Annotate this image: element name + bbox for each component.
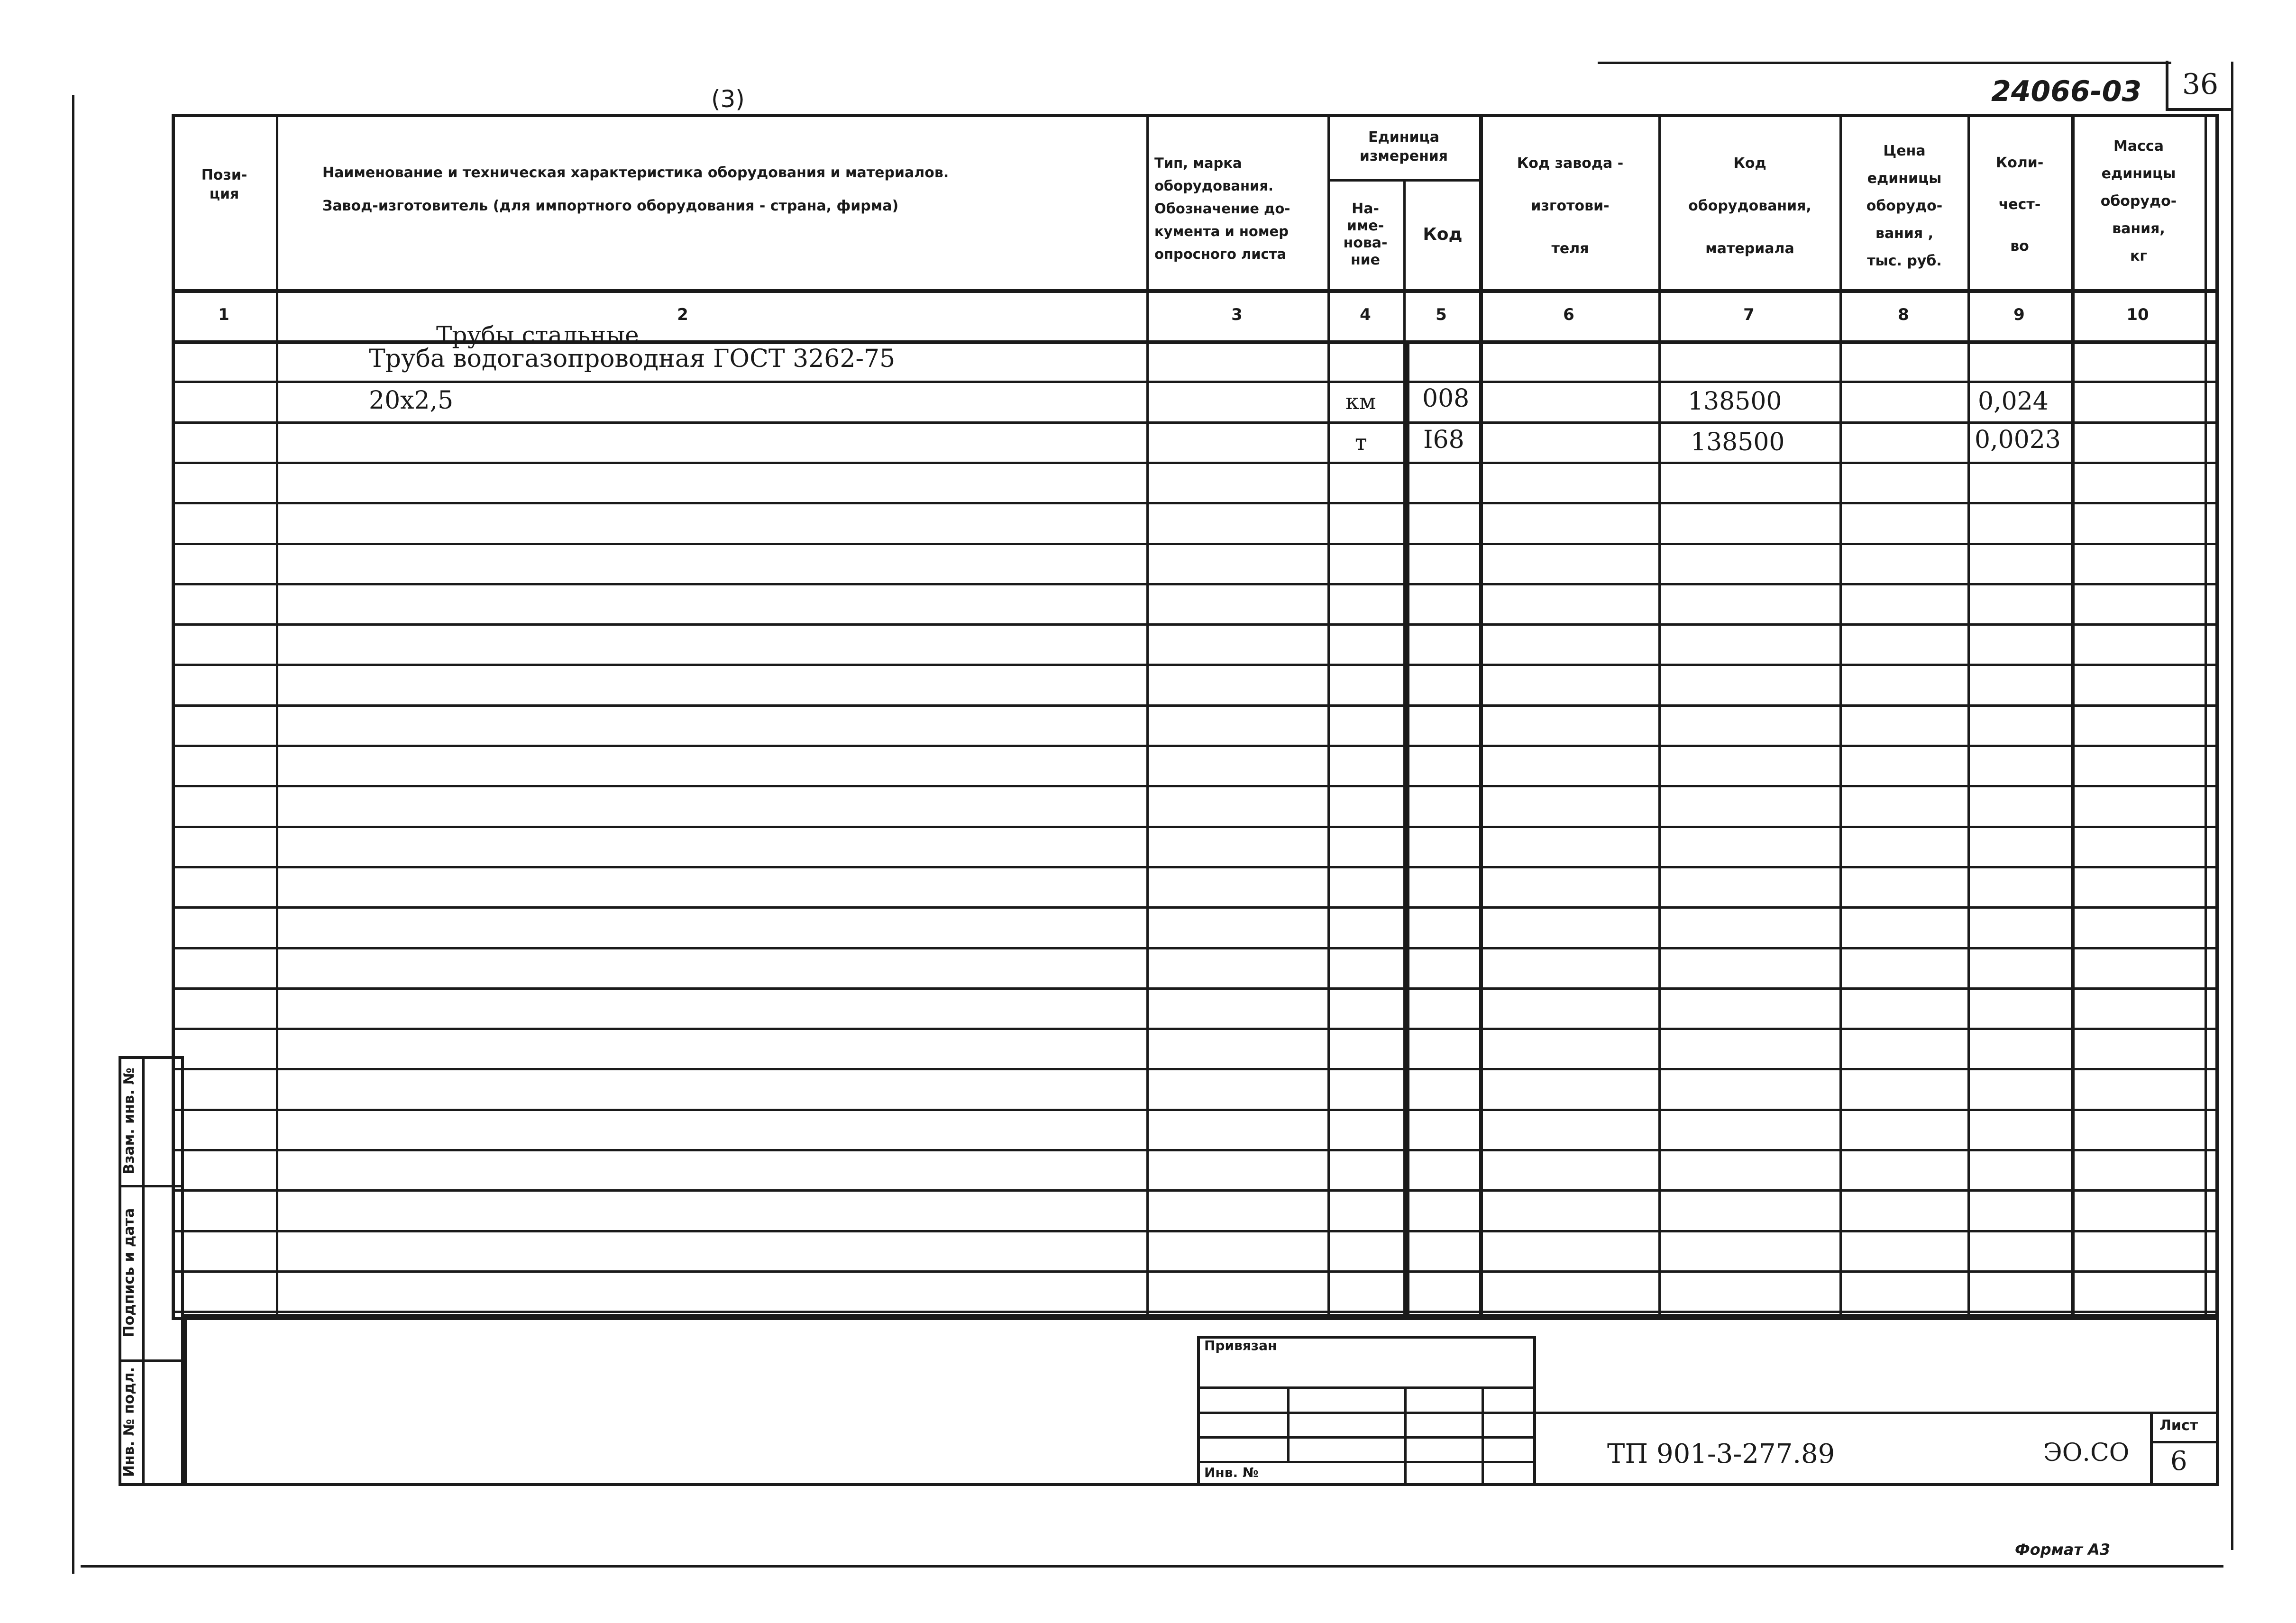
header-mass: Масса единицы оборудо- вания, кг bbox=[2100, 138, 2177, 264]
colnum-9: 9 bbox=[2013, 305, 2025, 324]
row2-material-code: 138500 bbox=[1688, 387, 1782, 416]
col-line-1 bbox=[276, 114, 278, 1320]
colnum-3: 3 bbox=[1231, 305, 1243, 324]
doc-handwritten-number: 24066-03 bbox=[1991, 75, 2142, 108]
right-margin-line bbox=[2231, 62, 2233, 1550]
table-row-line bbox=[172, 1270, 2219, 1273]
table-row-line bbox=[172, 1189, 2219, 1192]
table-row-line bbox=[172, 1149, 2219, 1151]
colnum-4: 4 bbox=[1360, 305, 1371, 324]
side-label-podpis: Подпись и дата bbox=[121, 1208, 137, 1338]
inv-no-label: Инв. № bbox=[1204, 1465, 1259, 1480]
colnum-1: 1 bbox=[218, 305, 229, 324]
row2-name: 20x2,5 bbox=[369, 386, 454, 415]
colnum-8: 8 bbox=[1898, 305, 1909, 324]
sheet-value: 6 bbox=[2170, 1446, 2187, 1477]
row3-unit: т bbox=[1355, 429, 1367, 455]
row2-unit: км bbox=[1345, 389, 1376, 414]
doc-code: ТП 901-3-277.89 bbox=[1607, 1439, 1835, 1469]
table-row-line bbox=[172, 987, 2219, 990]
privyazan-line-1 bbox=[1197, 1386, 1536, 1389]
section-mark: (3) bbox=[711, 85, 745, 113]
bottom-margin-line bbox=[81, 1565, 2223, 1568]
title-block-mid-line bbox=[1536, 1412, 2219, 1414]
table-row-line bbox=[172, 947, 2219, 949]
format-label: Формат А3 bbox=[2015, 1541, 2111, 1559]
table-row-line bbox=[172, 866, 2219, 868]
header-unit-name: На- име- нова- ние bbox=[1343, 201, 1388, 268]
table-row-line bbox=[172, 664, 2219, 666]
header-unit-group: Единица измерения bbox=[1359, 129, 1448, 164]
privyazan-line-2 bbox=[1197, 1412, 1536, 1414]
header-price: Цена единицы оборудо- вания , тыс. руб. bbox=[1866, 143, 1943, 269]
table-row-line bbox=[172, 543, 2219, 545]
header-unit-code: Код bbox=[1423, 225, 1463, 244]
side-label-vzam: Взам. инв. № bbox=[121, 1067, 137, 1175]
row3-qty: 0,0023 bbox=[1975, 426, 2061, 454]
privyazan-label: Привязан bbox=[1204, 1338, 1277, 1353]
colnum-7: 7 bbox=[1743, 305, 1755, 324]
colnum-10: 10 bbox=[2126, 305, 2149, 324]
header-equipment-code: Код оборудования, материала bbox=[1688, 155, 1811, 257]
top-margin-line bbox=[1598, 62, 2171, 64]
privyazan-col-1 bbox=[1287, 1386, 1290, 1461]
table-row-line bbox=[172, 583, 2219, 585]
row2-qty: 0,024 bbox=[1978, 387, 2049, 416]
table-row-line bbox=[172, 1311, 2219, 1313]
privyazan-box bbox=[1197, 1336, 1536, 1486]
table-row-line bbox=[172, 421, 2219, 424]
table-row-line bbox=[172, 623, 2219, 626]
header-type: Тип, марка оборудования. Обозначение до- кумента и номер опросного листа bbox=[1154, 155, 1290, 262]
sheet-label: Лист bbox=[2159, 1417, 2198, 1434]
table-row-line bbox=[172, 906, 2219, 909]
side-stamp-line-1 bbox=[119, 1185, 184, 1187]
colnum-6: 6 bbox=[1563, 305, 1574, 324]
table-row-line bbox=[172, 462, 2219, 464]
side-label-inv: Инв. № подл. bbox=[121, 1367, 137, 1477]
table-row-line bbox=[172, 502, 2219, 504]
colnum-2: 2 bbox=[677, 305, 688, 324]
table-row-line bbox=[172, 1068, 2219, 1070]
sheet-number-box bbox=[2166, 61, 2232, 111]
doc-mark: ЭО.СО bbox=[2043, 1439, 2130, 1467]
side-stamp-divider bbox=[142, 1056, 145, 1486]
sheet-box-line bbox=[2150, 1441, 2219, 1443]
header-name: Наименование и техническая характеристика оборудования и материалов. Завод-изготовитель (для импортного оборудования - страна, фирма) bbox=[322, 164, 949, 214]
table-row-line bbox=[172, 745, 2219, 747]
row3-code: I68 bbox=[1423, 426, 1464, 454]
sheet-number: 36 bbox=[2182, 68, 2219, 101]
left-margin-line bbox=[72, 95, 74, 1574]
table-row-line bbox=[172, 826, 2219, 828]
table-row-line bbox=[172, 1230, 2219, 1232]
header-position: Пози- ция bbox=[201, 167, 247, 202]
section-title: Трубы стальные bbox=[436, 321, 639, 349]
table-row-line bbox=[172, 704, 2219, 707]
header-factory-code: Код завода - изготови- теля bbox=[1517, 155, 1624, 257]
col-line-10 bbox=[2205, 114, 2207, 1320]
row3-material-code: 138500 bbox=[1691, 428, 1785, 456]
row1-name: Труба водогазопроводная ГОСТ 3262-75 bbox=[369, 345, 896, 373]
header-quantity: Коли- чест- во bbox=[1995, 155, 2044, 255]
table-row-line bbox=[172, 381, 2219, 383]
privyazan-line-3 bbox=[1197, 1436, 1536, 1439]
privyazan-col-2 bbox=[1404, 1386, 1407, 1486]
table-row-line bbox=[172, 1109, 2219, 1111]
table-row-line bbox=[172, 785, 2219, 787]
table-row-line bbox=[172, 1028, 2219, 1030]
privyazan-col-3 bbox=[1482, 1386, 1484, 1486]
privyazan-line-4 bbox=[1197, 1461, 1536, 1463]
colnum-5: 5 bbox=[1436, 305, 1447, 324]
row2-code: 008 bbox=[1422, 384, 1470, 413]
col-line-4b bbox=[1406, 340, 1409, 1320]
